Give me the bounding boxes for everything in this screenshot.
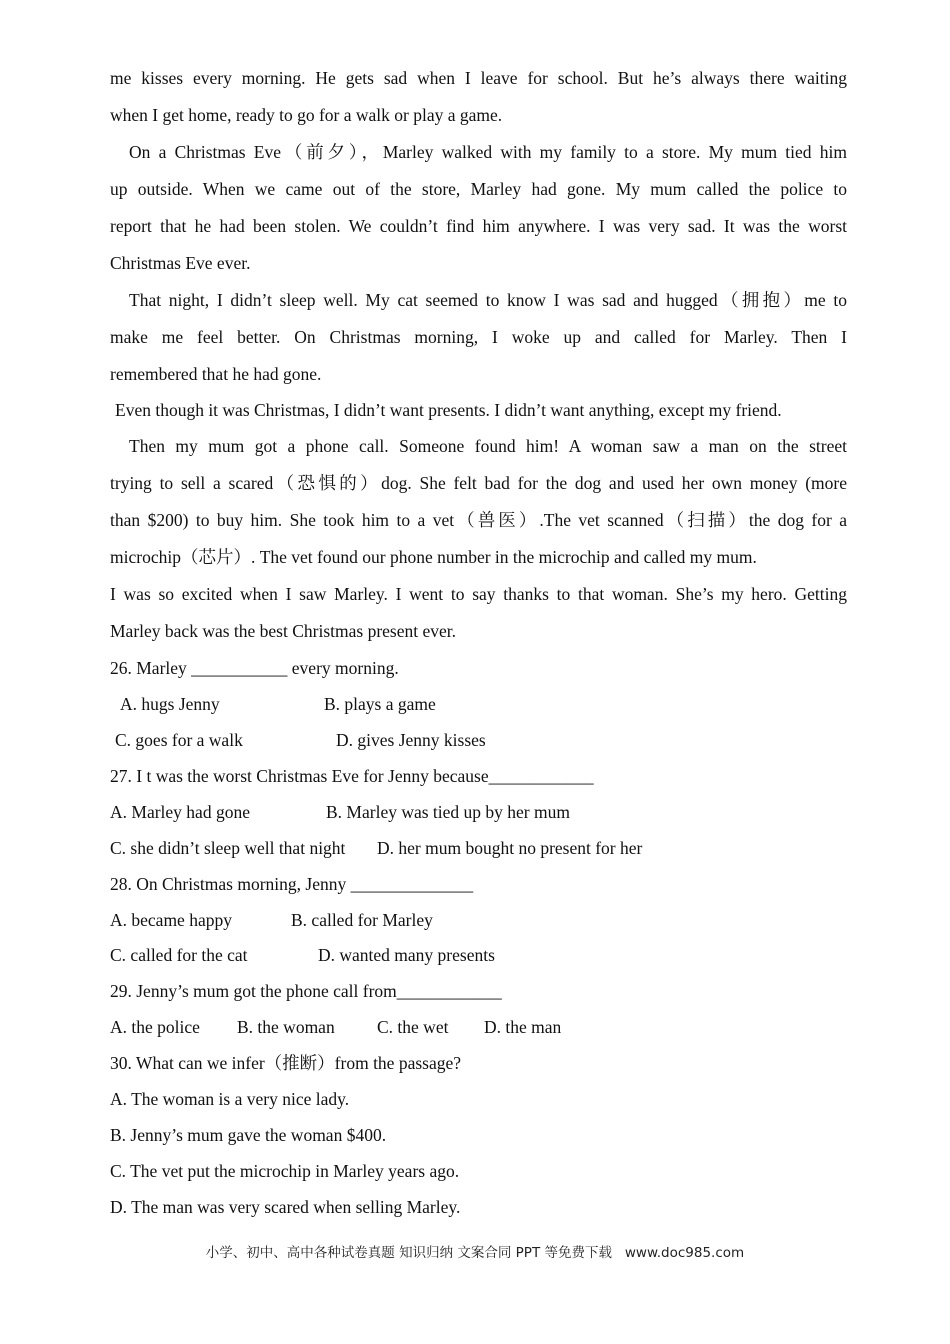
question-30-option-d: D. The man was very scared when selling Marley.	[110, 1197, 461, 1217]
page-footer: 小学、初中、高中各种试卷真题 知识归纳 文案合同 PPT 等免费下载 www.doc985.com	[205, 1245, 745, 1261]
passage-line: On a Christmas Eve（前夕），Marley walked with my family to a store. My mum tied him	[129, 142, 847, 162]
question-29-option-b: B. the woman	[237, 1017, 335, 1037]
passage-line: microchip（芯片）. The vet found our phone number in the microchip and called my mum.	[110, 547, 757, 567]
question-27-option-c: C. she didn’t sleep well that night	[110, 838, 346, 858]
passage-line: trying to sell a scared（恐惧的）dog. She felt bad for the dog and used her own money (more	[110, 473, 847, 493]
passage-line: I was so excited when I saw Marley. I went to say thanks to that woman. She’s my hero. Getting	[110, 584, 847, 604]
question-27-option-a: A. Marley had gone	[110, 802, 250, 822]
passage-line: Even though it was Christmas, I didn’t want presents. I didn’t want anything, except my friend.	[115, 400, 782, 420]
question-28-stem: 28. On Christmas morning, Jenny ______________	[110, 874, 474, 894]
passage-line: make me feel better. On Christmas morning, I woke up and called for Marley. Then I	[110, 327, 847, 347]
question-27-option-b: B. Marley was tied up by her mum	[326, 802, 570, 822]
question-26-stem: 26. Marley ___________ every morning.	[110, 658, 399, 678]
passage-line: report that he had been stolen. We couldn’t find him anywhere. I was very sad. It was the worst	[110, 216, 847, 236]
passage-line: That night, I didn’t sleep well. My cat seemed to know I was sad and hugged（拥抱）me to	[129, 290, 847, 310]
question-30-option-b: B. Jenny’s mum gave the woman $400.	[110, 1125, 387, 1145]
passage-paragraph-6	[110, 576, 847, 650]
question-28-option-a: A. became happy	[110, 910, 232, 930]
passage-line: Marley back was the best Christmas present ever.	[110, 621, 457, 641]
passage-paragraph-1	[110, 60, 847, 134]
passage-paragraph-4	[115, 392, 847, 429]
question-29-stem: 29. Jenny’s mum got the phone call from____________	[110, 981, 502, 1001]
question-26-option-c: C. goes for a walk	[115, 730, 243, 750]
question-27-option-d: D. her mum bought no present for her	[377, 838, 643, 858]
passage-line: remembered that he had gone.	[110, 364, 322, 384]
question-29-option-a: A. the police	[110, 1017, 200, 1037]
question-27-stem: 27. I t was the worst Christmas Eve for Jenny because____________	[110, 766, 594, 786]
passage-line: Christmas Eve ever.	[110, 253, 251, 273]
passage-line: me kisses every morning. He gets sad when I leave for school. But he’s always there waiting	[110, 68, 847, 88]
question-28-option-b: B. called for Marley	[291, 910, 433, 930]
passage-paragraph-5	[110, 428, 847, 576]
passage-line: Then my mum got a phone call. Someone found him! A woman saw a man on the street	[129, 436, 847, 456]
question-26-option-a: A. hugs Jenny	[120, 694, 220, 714]
question-30-stem: 30. What can we infer（推断）from the passage?	[110, 1053, 462, 1073]
question-29-option-c: C. the wet	[377, 1017, 449, 1037]
question-30-option-c: C. The vet put the microchip in Marley years ago.	[110, 1161, 460, 1181]
passage-paragraph-3	[110, 282, 847, 393]
question-26-option-d: D. gives Jenny kisses	[336, 730, 486, 750]
question-28-option-c: C. called for the cat	[110, 945, 248, 965]
passage-line: up outside. When we came out of the store, Marley had gone. My mum called the police to	[110, 179, 847, 199]
question-28-option-d: D. wanted many presents	[318, 945, 495, 965]
passage-line: than $200) to buy him. She took him to a vet（兽医）.The vet scanned（扫描）the dog for a	[110, 510, 847, 530]
question-29-option-d: D. the man	[484, 1017, 562, 1037]
passage-line: when I get home, ready to go for a walk or play a game.	[110, 105, 503, 125]
passage-paragraph-2	[110, 134, 847, 282]
question-26-option-b: B. plays a game	[324, 694, 436, 714]
question-30-option-a: A. The woman is a very nice lady.	[110, 1089, 350, 1109]
